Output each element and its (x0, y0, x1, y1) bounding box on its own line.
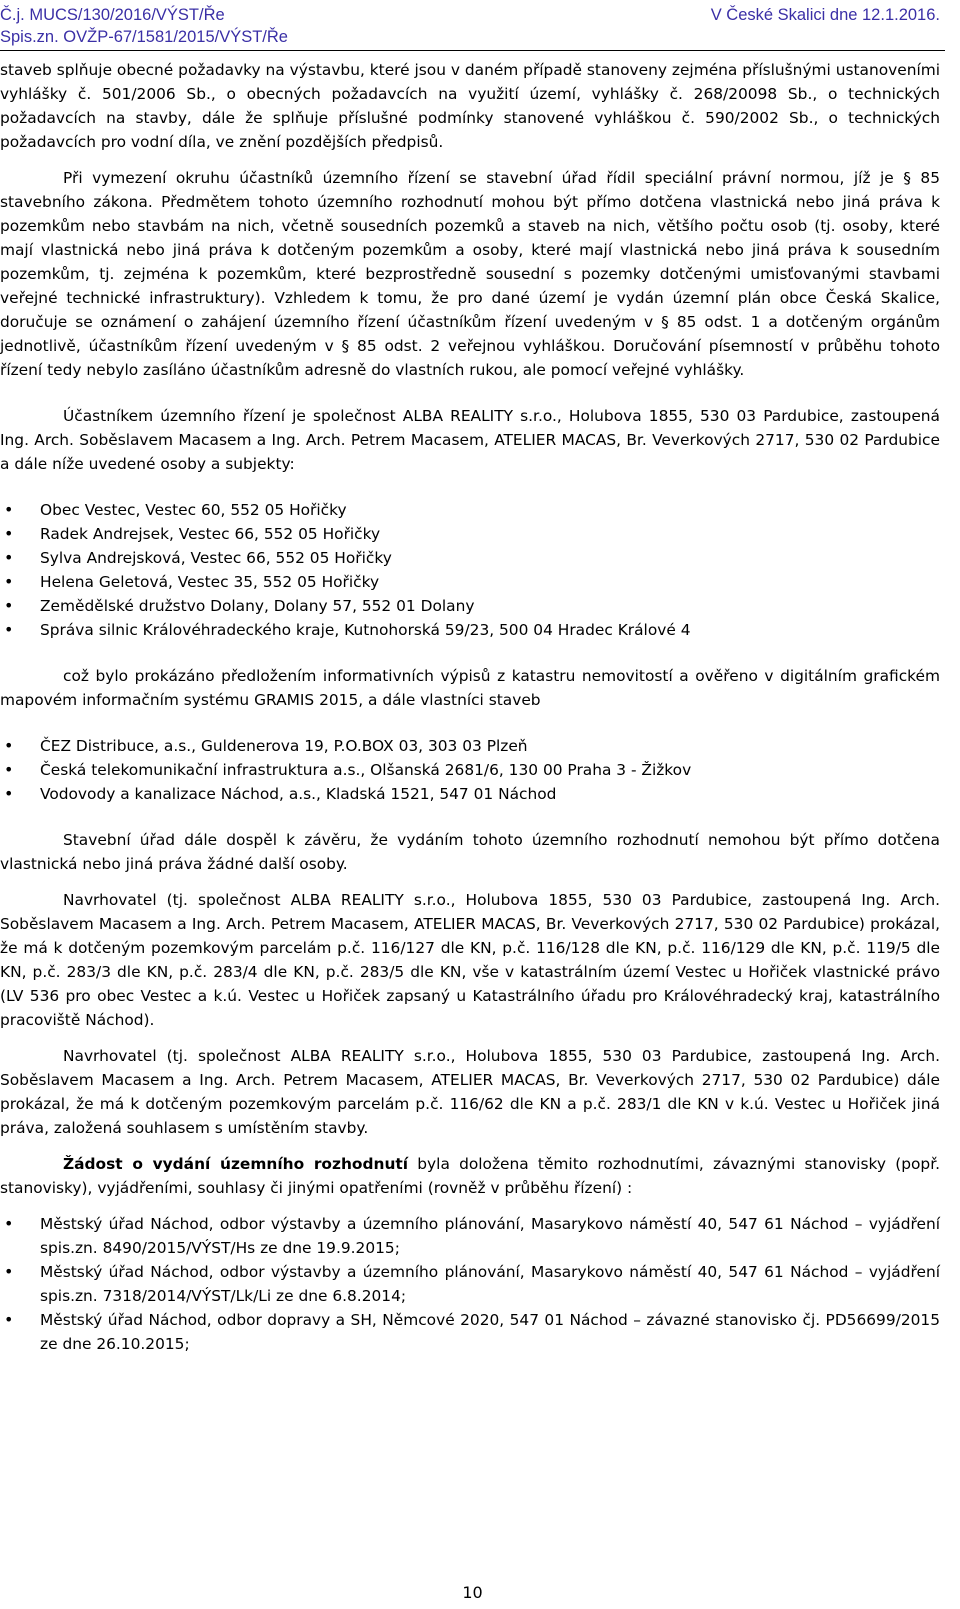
file-reference: Spis.zn. OVŽP-67/1581/2015/VÝST/Ře (0, 28, 288, 46)
list-item: • Sylva Andrejsková, Vestec 66, 552 05 Hořičky (0, 546, 940, 570)
reference-number: Č.j. MUCS/130/2016/VÝST/Ře (0, 6, 225, 24)
participants-list (0, 498, 940, 642)
bold-heading: Žádost o vydání územního rozhodnutí (63, 1155, 409, 1173)
building-owners-list (0, 734, 940, 806)
header-divider (0, 50, 945, 51)
list-item: • Česká telekomunikační infrastruktura a.s., Olšanská 2681/6, 130 00 Praha 3 - Žižkov (0, 758, 940, 782)
header-row (0, 4, 940, 26)
paragraph-cadastre-proof: což bylo prokázáno předložením informativních výpisů z katastru nemovitostí a ověřeno v digitálním grafickém mapovém informačním systému GRAMIS 2015, a dále vlastníci staveb (0, 667, 940, 709)
statements-list (0, 1212, 940, 1356)
document-header (0, 4, 940, 48)
list-item: • Radek Andrejsek, Vestec 66, 552 05 Hořičky (0, 522, 940, 546)
list-item: • ČEZ Distribuce, a.s., Guldenerova 19, P.O.BOX 03, 303 03 Plzeň (0, 734, 940, 758)
list-item: • Vodovody a kanalizace Náchod, a.s., Kladská 1521, 547 01 Náchod (0, 782, 940, 806)
paragraph-application-documents: Žádost o vydání územního rozhodnutí byla doložena těmito rozhodnutími, závaznými stanovisky (popř. stanovisky), vyjádřeními, souhlasy či jinými opatřeními (rovněž v průběhu řízení) : (0, 1155, 941, 1197)
list-item: • Městský úřad Náchod, odbor výstavby a územního plánování, Masarykovo náměstí 40, 547 61 Náchod – vyjádření spis.zn. 8490/2015/VÝST/Hs ze dne 19.9.2015; (0, 1212, 940, 1260)
paragraph-applicant-other-rights: Navrhovatel (tj. společnost ALBA REALITY s.r.o., Holubova 1855, 530 03 Pardubice, zastoupená Ing. Arch. Soběslavem Macasem a Ing. Arch. Petrem Macasem, ATELIER MACAS, Br. Veverkových 2717, 530 02 Pardubice) dále prokázal, že má k dotčeným pozemkovým parcelám p.č. 116/62 dle KN a p.č. 283/1 dle KN v k.ú. Vestec u Hořiček jiná práva, založená souhlasem s umístěním stavby. (0, 1047, 940, 1137)
paragraph-participant-company: Účastníkem územního řízení je společnost ALBA REALITY s.r.o., Holubova 1855, 530 03 Pardubice, zastoupená Ing. Arch. Soběslavem Macasem a Ing. Arch. Petrem Macasem, ATELIER MACAS, Br. Veverkových 2717, 530 02 Pardubice a dále níže uvedené osoby a subjekty: (0, 407, 940, 473)
list-item: • Helena Geletová, Vestec 35, 552 05 Hořičky (0, 570, 940, 594)
list-item: • Městský úřad Náchod, odbor výstavby a územního plánování, Masarykovo náměstí 40, 547 61 Náchod – vyjádření spis.zn. 7318/2014/VÝST/Lk/Li ze dne 6.8.2014; (0, 1260, 940, 1308)
place-and-date: V České Skalici dne 12.1.2016. (710, 6, 940, 24)
document-body (0, 58, 940, 1356)
list-item: • Zemědělské družstvo Dolany, Dolany 57, 552 01 Dolany (0, 594, 940, 618)
list-item: • Městský úřad Náchod, odbor dopravy a SH, Němcové 2020, 547 01 Náchod – závazné stanovisko čj. PD56699/2015 ze dne 26.10.2015; (0, 1308, 940, 1356)
list-item: • Obec Vestec, Vestec 60, 552 05 Hořičky (0, 498, 940, 522)
list-item: • Správa silnic Královéhradeckého kraje, Kutnohorská 59/23, 500 04 Hradec Králové 4 (0, 618, 940, 642)
paragraph-participants-scope: Při vymezení okruhu účastníků územního řízení se stavební úřad řídil speciální právní normou, jíž je § 85 stavebního zákona. Předmětem tohoto územního rozhodnutí mohou být přímo dotčena vlastnická nebo jiná práva k pozemkům nebo stavbám na nich, včetně sousedních pozemků a staveb na nich, většího počtu osob (tj. osoby, které mají vlastnická nebo jiná práva k dotčeným pozemkům a osoby, které mají vlastnická nebo jiná práva k sousedním pozemkům, tj. zejména k pozemkům, které bezprostředně sousední s pozemky dotčenými umisťovanými stavbami veřejné technické infrastruktury). Vzhledem k tomu, že pro dané území je vydán územní plán obce Česká Skalice, doručuje se oznámení o zahájení územního řízení účastníkům řízení uvedeným v § 85 odst. 1 a dotčeným orgánům jednotlivě, účastníkům řízení uvedeným v § 85 odst. 2 veřejnou vyhláškou. Doručování písemností v průběhu tohoto řízení tedy nebylo zasíláno účastníkům adresně do vlastních rukou, ale pomocí veřejné vyhlášky. (0, 169, 940, 379)
page-number: 10 (462, 1583, 483, 1602)
paragraph-requirements: staveb splňuje obecné požadavky na výstavbu, které jsou v daném případě stanoveny zejména příslušnými ustanoveními vyhlášky č. 501/2006 Sb., o obecných požadavcích na využití území, vyhlášky č. 268/20098 Sb., o technických požadavcích na stavby, dále že splňuje příslušné podmínky stanovené vyhláškou č. 590/2002 Sb., o technických požadavcích pro vodní díla, ve znění pozdějších předpisů. (0, 61, 940, 151)
paragraph-conclusion: Stavební úřad dále dospěl k závěru, že vydáním tohoto územního rozhodnutí nemohou být přímo dotčena vlastnická nebo jiná práva žádné další osoby. (0, 831, 940, 873)
paragraph-applicant-ownership: Navrhovatel (tj. společnost ALBA REALITY s.r.o., Holubova 1855, 530 03 Pardubice, zastoupená Ing. Arch. Soběslavem Macasem a Ing. Arch. Petrem Macasem, ATELIER MACAS, Br. Veverkových 2717, 530 02 Pardubice) prokázal, že má k dotčeným pozemkovým parcelám p.č. 116/127 dle KN, p.č. 116/128 dle KN, p.č. 116/129 dle KN, p.č. 119/5 dle KN, p.č. 283/3 dle KN, p.č. 283/4 dle KN, p.č. 283/5 dle KN, vše v katastrálním území Vestec u Hořiček vlastnické právo (LV 536 pro obec Vestec a k.ú. Vestec u Hořiček zapsaný u Katastrálního úřadu pro Královéhradecký kraj, katastrálního pracoviště Náchod). (0, 891, 940, 1029)
